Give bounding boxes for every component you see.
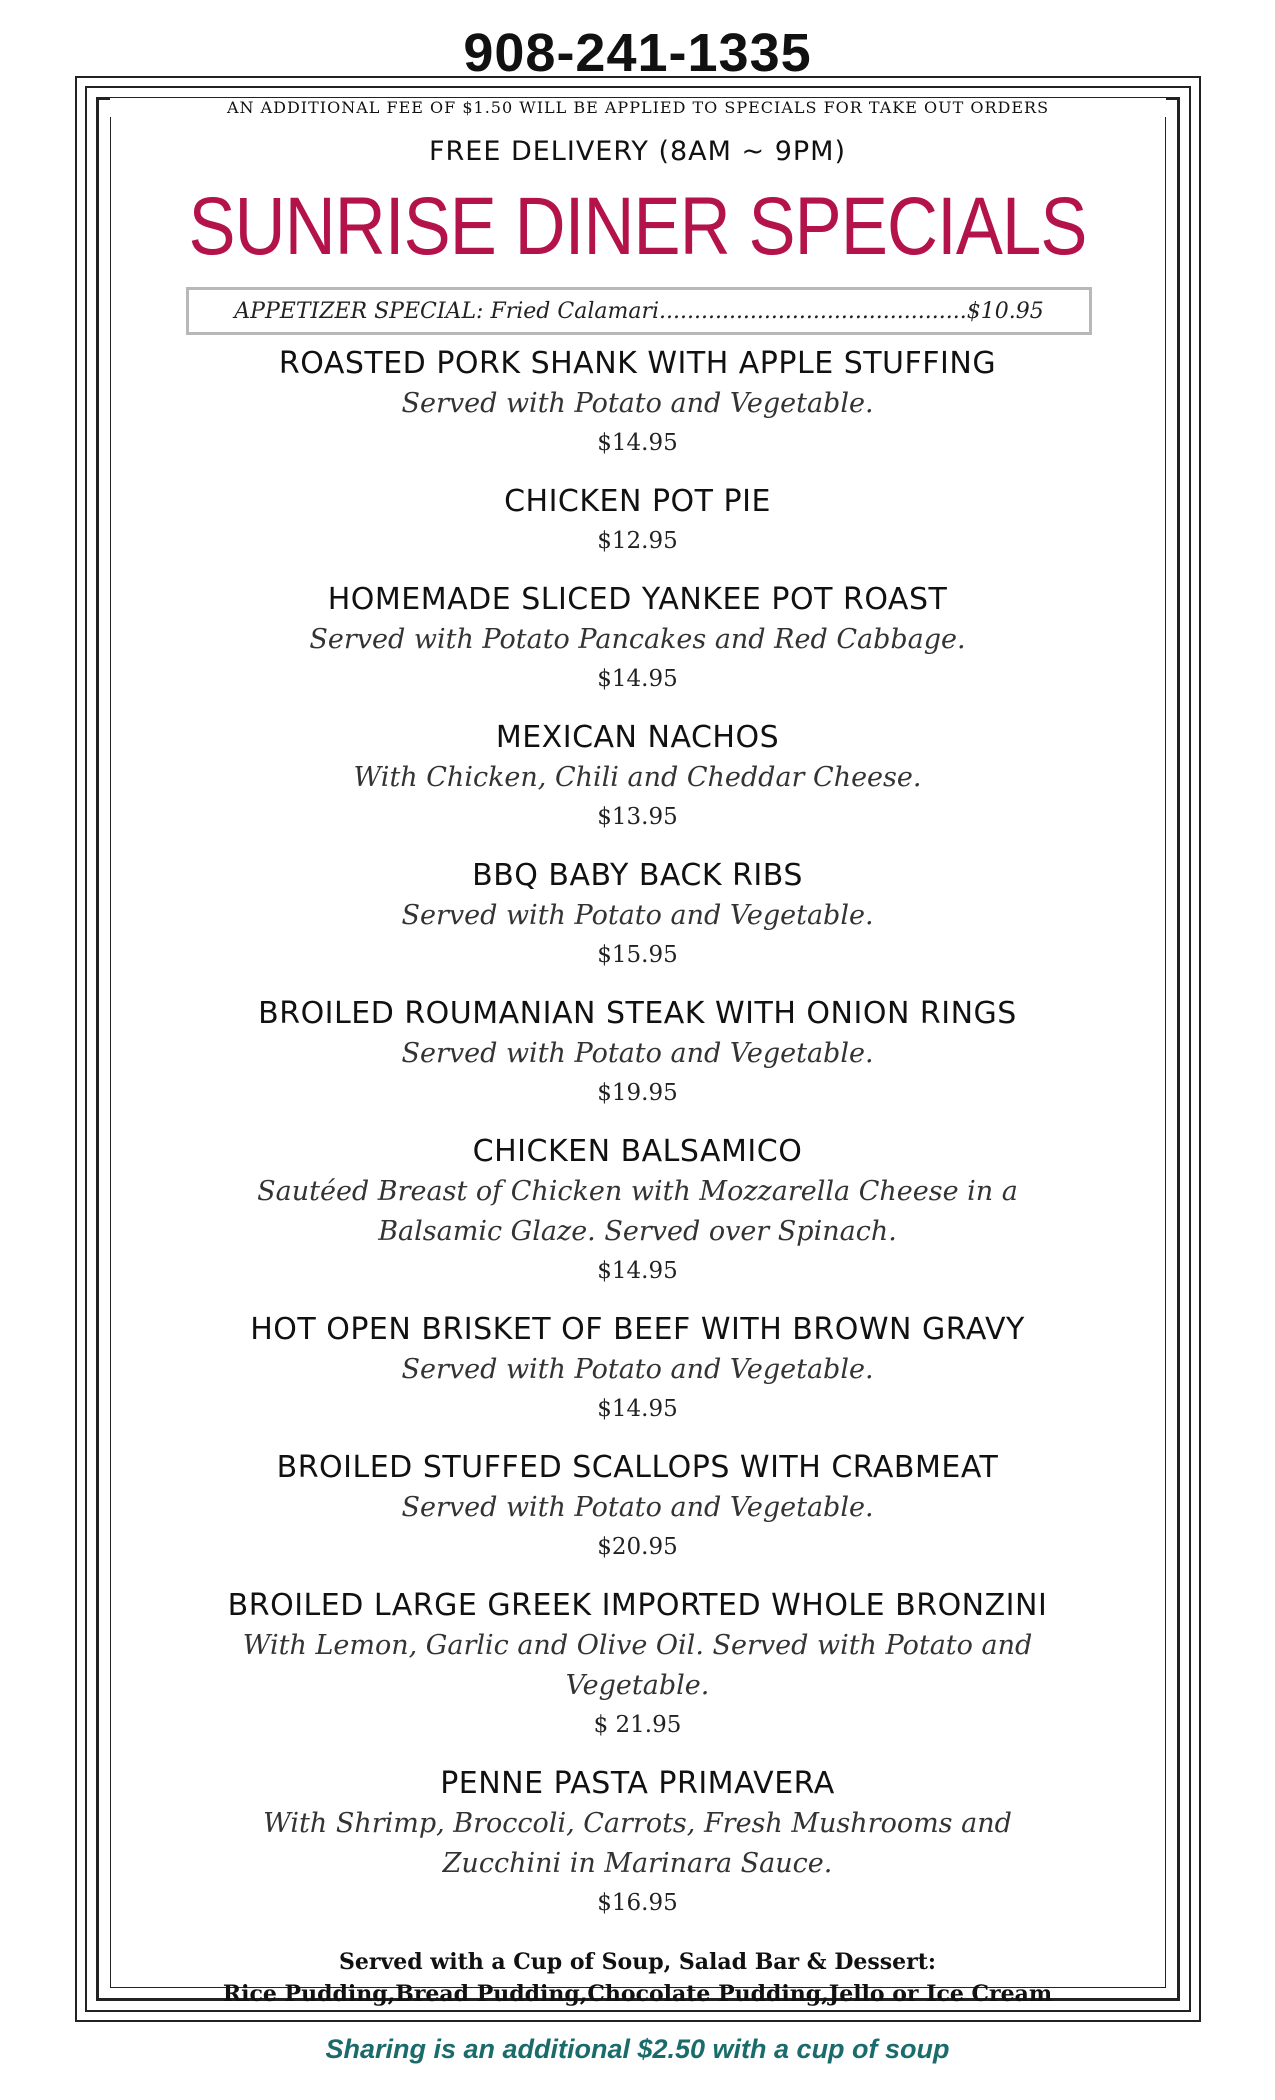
menu-item-description: With Chicken, Chili and Cheddar Cheese. — [353, 762, 922, 793]
menu-item — [150, 1448, 1125, 1566]
menu-item-description: Served with Potato and Vegetable. — [401, 1354, 874, 1385]
menu-item — [150, 1310, 1125, 1428]
menu-item-description: With Lemon, Garlic and Olive Oil. Served with Potato and Vegetable. — [242, 1630, 1033, 1701]
menu-item-price: $16.95 — [597, 1890, 678, 1916]
menu-item-description: Served with Potato Pancakes and Red Cabbage. — [309, 624, 966, 655]
menu-item-description: Served with Potato and Vegetable. — [401, 388, 874, 419]
menu-item-description: Sautéed Breast of Chicken with Mozzarella Cheese in a Balsamic Glaze. Served over Spinach. — [257, 1176, 1018, 1247]
menu-item-price: $20.95 — [597, 1534, 678, 1560]
menu-item — [150, 1132, 1125, 1290]
menu-item-name: CHICKEN POT PIE — [504, 484, 771, 519]
specials-list — [150, 344, 1125, 1942]
menu-item-name: BROILED STUFFED SCALLOPS WITH CRABMEAT — [276, 1450, 999, 1485]
menu-item-price: $14.95 — [597, 666, 678, 692]
menu-item-price: $15.95 — [597, 942, 678, 968]
menu-item — [150, 994, 1125, 1112]
menu-item-name: HOMEMADE SLICED YANKEE POT ROAST — [327, 582, 948, 617]
menu-item-price: $13.95 — [597, 804, 678, 830]
appetizer-dot-leader: ............................................ — [659, 298, 967, 324]
menu-item-price: $14.95 — [597, 430, 678, 456]
menu-item — [150, 482, 1125, 560]
menu-item-price: $12.95 — [597, 528, 678, 554]
menu-item-price: $ 21.95 — [593, 1712, 682, 1738]
sharing-fee-note: Sharing is an additional $2.50 with a cup of soup — [325, 2034, 950, 2064]
menu-item — [150, 1764, 1125, 1922]
menu-item-name: CHICKEN BALSAMICO — [472, 1134, 803, 1169]
menu-item-price: $14.95 — [597, 1258, 678, 1284]
served-with-line-1: Served with a Cup of Soup, Salad Bar & Dessert: — [338, 1949, 937, 1975]
menu-item — [150, 344, 1125, 462]
served-with-line-2: Rice Pudding,Bread Pudding,Chocolate Pudding,Jello or Ice Cream — [222, 1981, 1053, 2007]
menu-item-description: Served with Potato and Vegetable. — [401, 900, 874, 931]
menu-item-name: HOT OPEN BRISKET OF BEEF WITH BROWN GRAVY — [250, 1312, 1025, 1347]
menu-item — [150, 718, 1125, 836]
delivery-hours: FREE DELIVERY (8AM ~ 9PM) — [428, 136, 847, 167]
appetizer-special-box — [186, 287, 1092, 335]
menu-item-price: $19.95 — [597, 1080, 678, 1106]
menu-item-name: ROASTED PORK SHANK WITH APPLE STUFFING — [278, 346, 997, 381]
menu-item-name: BROILED LARGE GREEK IMPORTED WHOLE BRONZINI — [227, 1588, 1048, 1623]
menu-item-name: BROILED ROUMANIAN STEAK WITH ONION RINGS — [258, 996, 1017, 1031]
menu-item-description: Served with Potato and Vegetable. — [401, 1492, 874, 1523]
menu-item — [150, 1586, 1125, 1744]
menu-item-description: Served with Potato and Vegetable. — [401, 1038, 874, 1069]
appetizer-price: $10.95 — [966, 298, 1044, 324]
menu-item-name: BBQ BABY BACK RIBS — [472, 858, 803, 893]
phone-number: 908-241-1335 — [463, 23, 812, 83]
menu-item-name: PENNE PASTA PRIMAVERA — [440, 1766, 835, 1801]
menu-item — [150, 580, 1125, 698]
served-with-note — [0, 1946, 1275, 2010]
menu-item-description: With Shrimp, Broccoli, Carrots, Fresh Mushrooms and Zucchini in Marinara Sauce. — [263, 1808, 1012, 1879]
appetizer-label: APPETIZER SPECIAL: Fried Calamari — [234, 298, 660, 324]
menu-item — [150, 856, 1125, 974]
menu-item-price: $14.95 — [597, 1396, 678, 1422]
menu-title: SUNRISE DINER SPECIALS — [188, 181, 1087, 272]
menu-item-name: MEXICAN NACHOS — [495, 720, 780, 755]
takeout-fee-notice: AN ADDITIONAL FEE OF $1.50 WILL BE APPLIED TO SPECIALS FOR TAKE OUT ORDERS — [110, 98, 1166, 117]
